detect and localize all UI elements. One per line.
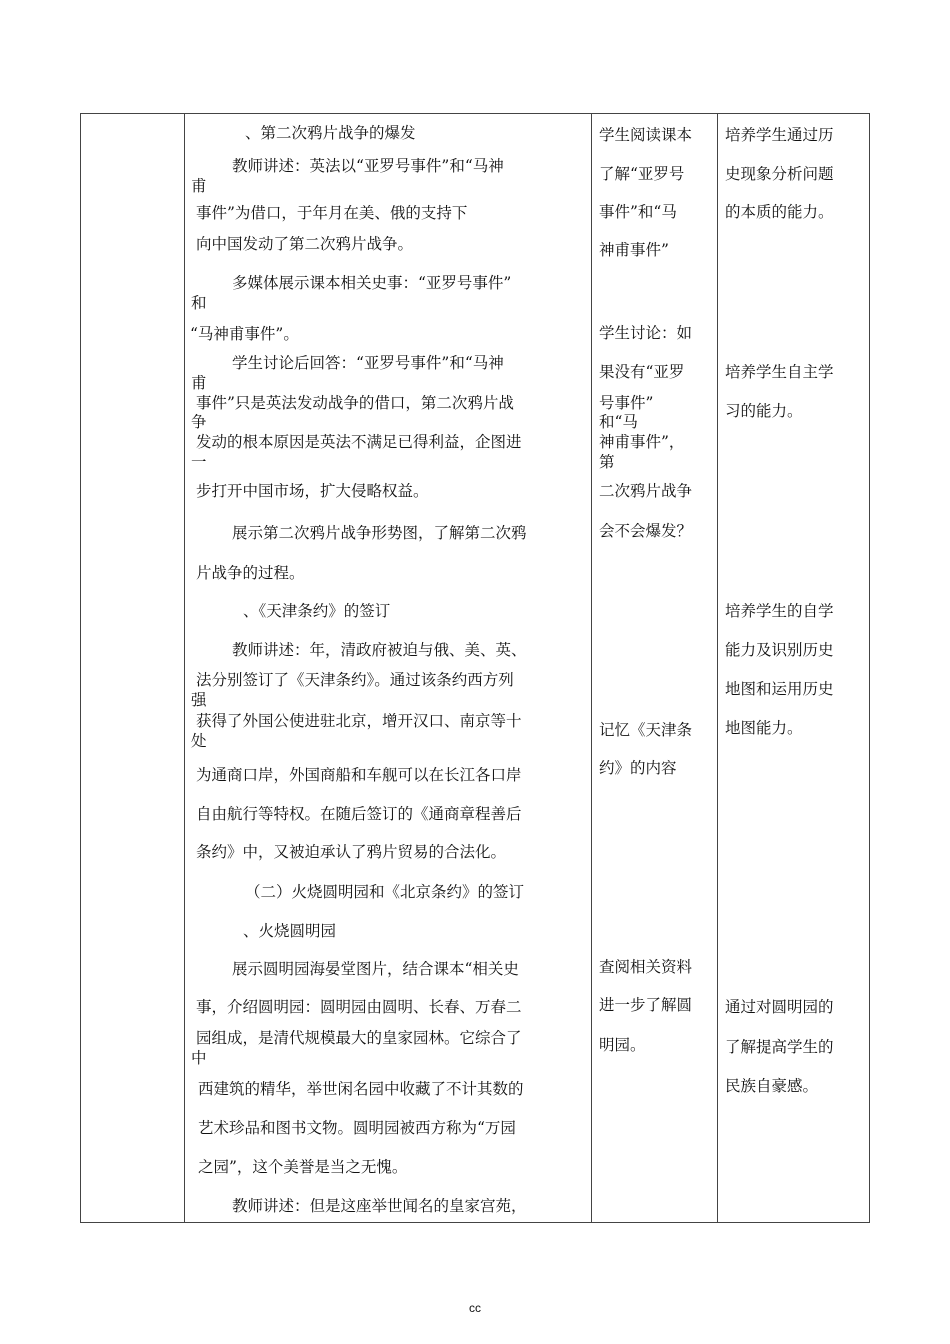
goal-line: 习的能力。 <box>725 402 803 420</box>
student-line: 会不会爆发？ <box>599 522 693 540</box>
content-line: 强 <box>191 691 207 709</box>
student-line: 明园。 <box>599 1036 646 1054</box>
content-line: 教师讲述：年，清政府被迫与俄、美、英、 <box>232 641 527 659</box>
content-line: 发动的根本原因是英法不满足已得利益，企图进 <box>196 433 522 451</box>
goal-line: 史现象分析问题 <box>725 165 834 183</box>
column-divider <box>591 114 592 1222</box>
content-line: 自由航行等特权。在随后签订的《通商章程善后 <box>196 805 522 823</box>
goal-line: 通过对圆明园的 <box>725 998 834 1016</box>
content-line: 展示圆明园海晏堂图片，结合课本“相关史 <box>232 960 519 978</box>
content-line: 为通商口岸，外国商船和车舰可以在长江各口岸 <box>196 766 522 784</box>
goal-line: 能力及识别历史 <box>725 641 834 659</box>
student-line: 了解“亚罗号 <box>599 165 685 183</box>
content-line: 获得了外国公使进驻北京，增开汉口、南京等十 <box>196 712 522 730</box>
content-line: 教师讲述：但是这座举世闻名的皇家宫苑， <box>232 1197 527 1215</box>
content-line: 法分别签订了《天津条约》。通过该条约西方列 <box>196 671 514 689</box>
content-line: 争 <box>191 413 207 431</box>
content-line: 、第二次鸦片战争的爆发 <box>245 124 416 142</box>
student-line: 神甫事件” <box>599 241 669 259</box>
content-line: 教师讲述：英法以“亚罗号事件”和“马神 <box>232 157 504 175</box>
content-line: 处 <box>191 732 207 750</box>
content-line: 、火烧圆明园 <box>243 922 337 940</box>
content-line: 园组成，是清代规模最大的皇家园林。它综合了 <box>196 1029 522 1047</box>
student-line: 事件”和“马 <box>599 203 677 221</box>
content-line: 、《天津条约》的签订 <box>243 602 391 620</box>
content-line: 条约》中，又被迫承认了鸦片贸易的合法化。 <box>196 843 507 861</box>
goal-line: 的本质的能力。 <box>725 203 834 221</box>
content-line: 艺术珍品和图书文物。圆明园被西方称为“万园 <box>198 1119 516 1137</box>
content-line: 中 <box>191 1049 207 1067</box>
page-number: cc <box>469 1301 481 1315</box>
content-line: 展示第二次鸦片战争形势图，了解第二次鸦 <box>232 524 527 542</box>
goal-line: 了解提高学生的 <box>725 1038 834 1056</box>
content-line: （二）火烧圆明园和《北京条约》的签订 <box>245 883 525 901</box>
column-divider <box>184 114 185 1222</box>
student-line: 约》的内容 <box>599 759 677 777</box>
student-line: 号事件” <box>599 394 654 412</box>
content-line: 多媒体展示课本相关史事：“亚罗号事件” <box>232 274 512 292</box>
content-line: 一 <box>191 453 207 471</box>
student-line: 学生阅读课本 <box>599 126 693 144</box>
content-line: 甫 <box>191 177 207 195</box>
student-line: 果没有“亚罗 <box>599 363 685 381</box>
content-line: 向中国发动了第二次鸦片战争。 <box>196 235 414 253</box>
content-line: 步打开中国市场，扩大侵略权益。 <box>196 482 429 500</box>
content-line: 西建筑的精华，举世闲名园中收藏了不计其数的 <box>198 1080 524 1098</box>
goal-line: 培养学生自主学 <box>725 363 834 381</box>
content-line: 之园”，这个美誉是当之无愧。 <box>198 1158 408 1176</box>
student-line: 查阅相关资料 <box>599 958 693 976</box>
student-line: 学生讨论：如 <box>599 324 693 342</box>
student-line: 神甫事件”， <box>599 433 685 451</box>
content-line: “马神甫事件”。 <box>190 325 299 343</box>
content-line: 事，介绍圆明园：圆明园由圆明、长春、万春二 <box>196 998 522 1016</box>
goal-line: 培养学生的自学 <box>725 602 834 620</box>
goal-line: 培养学生通过历 <box>725 126 834 144</box>
goal-line: 地图和运用历史 <box>725 680 834 698</box>
content-line: 学生讨论后回答：“亚罗号事件”和“马神 <box>232 354 504 372</box>
student-line: 二次鸦片战争 <box>599 482 693 500</box>
student-line: 进一步了解圆 <box>599 996 693 1014</box>
content-line: 甫 <box>191 374 207 392</box>
goal-line: 地图能力。 <box>725 719 803 737</box>
content-line: 事件”为借口，于年月在美、俄的支持下 <box>196 204 468 222</box>
content-line: 和 <box>191 294 207 312</box>
student-line: 和“马 <box>599 413 638 431</box>
student-line: 第 <box>599 453 615 471</box>
student-line: 记忆《天津条 <box>599 721 693 739</box>
content-line: 事件”只是英法发动战争的借口，第二次鸦片战 <box>196 394 514 412</box>
goal-line: 民族自豪感。 <box>725 1077 819 1095</box>
content-line: 片战争的过程。 <box>196 564 305 582</box>
column-divider <box>717 114 718 1222</box>
